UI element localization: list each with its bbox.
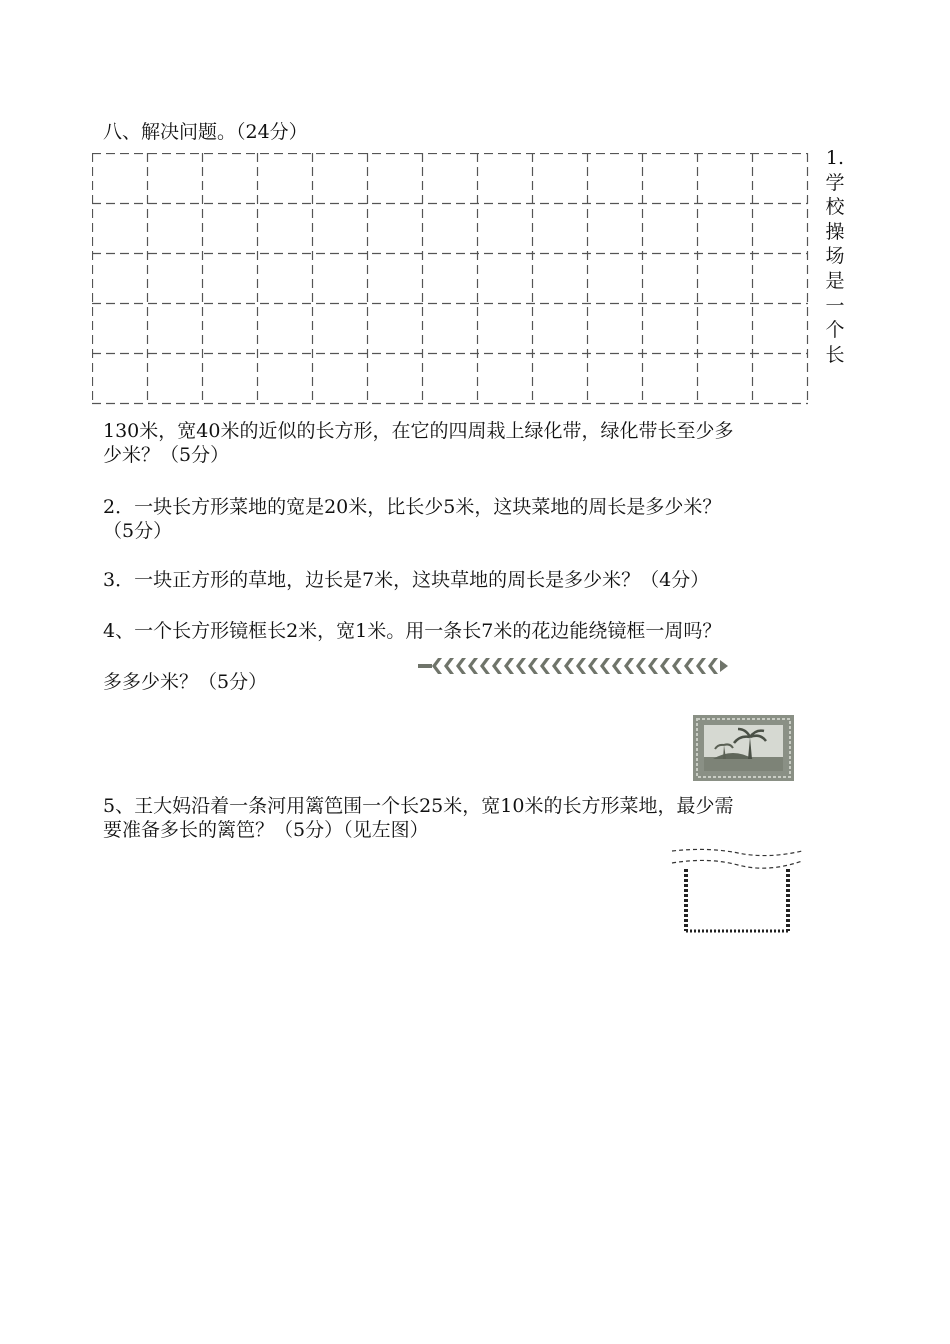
problem-5-line-2: 要准备多长的篱笆？（5分）（见左图） [103,819,429,841]
problem-1-vertical-text: 1.学校操场是一个长 [825,147,845,366]
problem-2-line-2: （5分） [103,520,173,542]
problem-5-line-1: 5、王大妈沿着一条河用篱笆围一个长25米，宽10米的长方形菜地，最少需 [103,795,734,817]
problem-2-line-1: 2．一块长方形菜地的宽是20米，比长少5米，这块菜地的周长是多少米？ [103,496,722,518]
picture-frame-icon [693,715,794,781]
problem-4-line-1: 4、一个长方形镜框长2米，宽1米。用一条长7米的花边能绕镜框一周吗？ [103,620,722,642]
section-title: 八、解决问题。（24分） [103,121,308,143]
problem-1-line-2: 少米？（5分） [103,444,230,466]
answer-grid [92,153,812,405]
problem-3: 3．一块正方形的草地，边长是7米，这块草地的周长是多少米？（4分） [103,569,710,591]
fence-diagram-icon [668,843,808,938]
problem-4-line-2: 多多少米？（5分） [103,671,268,693]
problem-1-line-1: 130米，宽40米的近似的长方形，在它的四周栽上绿化带，绿化带长至少多 [103,420,734,442]
lace-border-icon [418,654,732,678]
